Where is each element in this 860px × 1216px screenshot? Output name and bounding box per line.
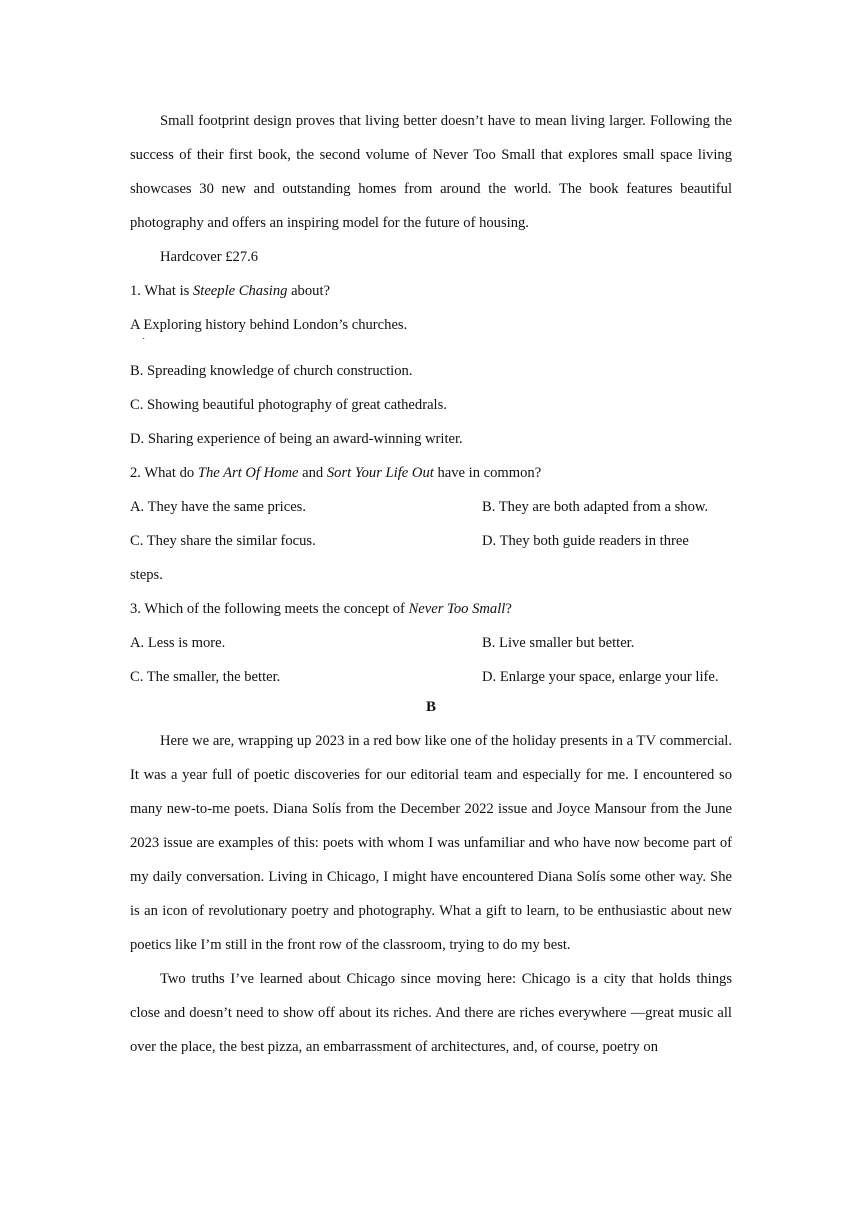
- stray-mark: ˙: [142, 337, 146, 348]
- question-1-option-a: A Exploring history behind London’s churches.: [130, 317, 408, 333]
- question-3-prefix: 3. Which of the following meets the concept of: [130, 601, 409, 617]
- question-2-option-d-continued: steps.: [130, 567, 163, 583]
- question-1-option-c: C. Showing beautiful photography of great cathedrals.: [130, 397, 447, 413]
- price-line: Hardcover £27.6: [160, 249, 259, 265]
- question-1: [130, 274, 732, 308]
- intro-paragraph: Small footprint design proves that living better doesn’t have to mean living larger. Following the success of their first book, the second volume of Never Too Small that explores small space living showcases 30 new and outstanding homes from around the world. The book features beautiful photography and offers an inspiring model for the future of housing.: [130, 113, 732, 231]
- document-page: [130, 104, 732, 1064]
- question-1-prefix: 1. What is: [130, 283, 193, 299]
- section-b-paragraph-1: Here we are, wrapping up 2023 in a red bow like one of the holiday presents in a TV commercial. It was a year full of poetic discoveries for our editorial team and especially for me. I encountered so many new-to-me poets. Diana Solís from the December 2022 issue and Joyce Mansour from the June 2023 issue are examples of this: poets with whom I was unfamiliar and who have now become part of my daily conversation. Living in Chicago, I might have encountered Diana Solís some other way. She is an icon of revolutionary poetry and photography. What a gift to learn, to be enthusiastic about new poetics like I’m still in the front row of the classroom, trying to do my best.: [130, 733, 732, 953]
- question-2: [130, 456, 732, 490]
- question-2-options-row-2: [130, 524, 732, 558]
- question-2-prefix: 2. What do: [130, 465, 198, 481]
- section-b-paragraph-2: Two truths I’ve learned about Chicago since moving here: Chicago is a city that holds things close and doesn’t need to show off about its riches. And there are riches everywhere —great music all over the place, the best pizza, an embarrassment of architectures, and, of course, poetry on: [130, 971, 732, 1055]
- question-3-options-row-1: [130, 626, 732, 660]
- question-2-option-c: C. They share the similar focus.: [130, 533, 316, 549]
- question-2-option-d: D. They both guide readers in three: [482, 533, 689, 549]
- question-3: [130, 592, 732, 626]
- question-2-book-title-1: The Art Of Home: [197, 465, 299, 481]
- section-b-heading: B: [425, 699, 436, 715]
- question-3-option-a: A. Less is more.: [130, 635, 226, 651]
- question-1-option-b: B. Spreading knowledge of church construction.: [130, 363, 413, 379]
- question-2-mid: and: [298, 465, 327, 481]
- question-3-book-title: Never Too Small: [408, 601, 506, 617]
- question-3-option-c: C. The smaller, the better.: [130, 669, 281, 685]
- question-2-option-a: A. They have the same prices.: [130, 499, 307, 515]
- question-3-suffix: ?: [505, 601, 512, 617]
- question-1-book-title: Steeple Chasing: [192, 283, 288, 299]
- stray-mark-line: [130, 337, 732, 354]
- question-1-suffix: about?: [287, 283, 330, 299]
- question-2-options-row-1: [130, 490, 732, 524]
- question-2-suffix: have in common?: [433, 465, 542, 481]
- question-3-option-d: D. Enlarge your space, enlarge your life.: [482, 669, 719, 685]
- question-3-options-row-2: [130, 660, 732, 694]
- question-3-option-b: B. Live smaller but better.: [482, 635, 635, 651]
- question-2-book-title-2: Sort Your Life Out: [326, 465, 434, 481]
- question-2-option-b: B. They are both adapted from a show.: [482, 499, 709, 515]
- question-1-option-d: D. Sharing experience of being an award-winning writer.: [130, 431, 463, 447]
